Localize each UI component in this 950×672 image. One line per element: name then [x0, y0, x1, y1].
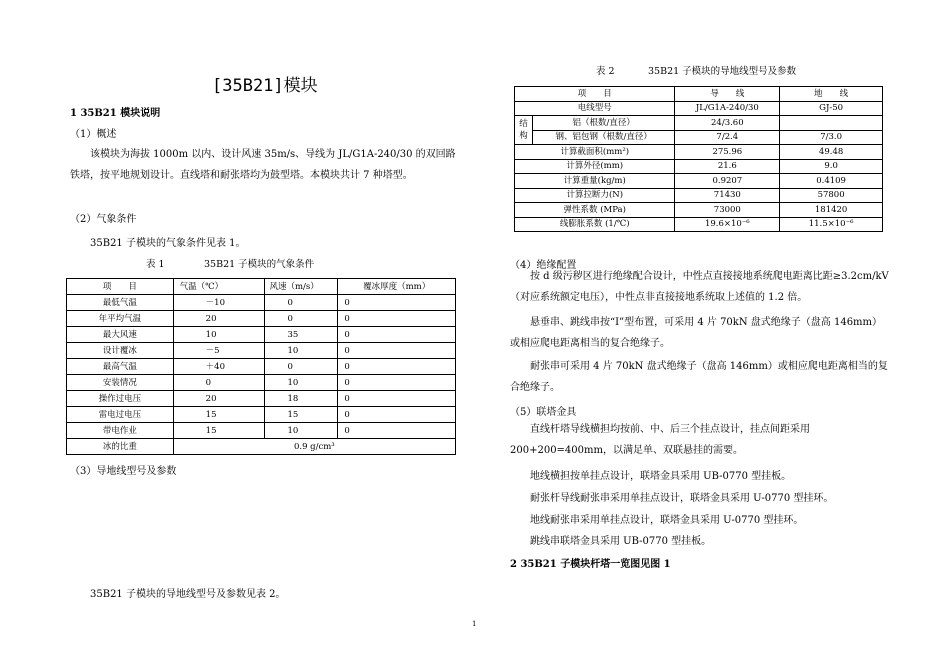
table2-title: 35B21 子模块的导地线型号及参数 [648, 66, 797, 77]
row-label: 电线型号 [515, 101, 675, 116]
cell: 18 [265, 391, 338, 407]
row-label: 年平均气温 [67, 311, 174, 327]
section-2-heading: 2 35B21 子模块杆塔一览图见图 1 [510, 559, 671, 570]
fittings-paragraph-2: 地线横担按单挂点设计，联塔金具采用 UB-0770 型挂板。 [530, 471, 792, 482]
table-row [515, 116, 883, 131]
table-row [67, 311, 456, 327]
table-row [67, 407, 456, 423]
row-label: 带电作业 [67, 423, 174, 439]
table1-title: 35B21 子模块的气象条件 [204, 259, 315, 270]
cell: 0 [173, 375, 265, 391]
page-title: [35B21]模块 [212, 76, 318, 96]
row-label: 计算重量(kg/m) [515, 174, 675, 189]
header-cell: 项 目 [67, 279, 174, 295]
table-header-row [67, 279, 456, 295]
cell: 7/2.4 [675, 130, 780, 145]
cell: 0 [338, 295, 456, 311]
table-header-row [515, 87, 883, 102]
fittings-paragraph-1: 直线杆塔导线横担均按前、中、后三个挂点设计，挂点间距采用 200+200=400mm，以满足单、双联悬挂的需要。 [510, 424, 810, 456]
ice-density-cell: 0.9 g/cm³ [173, 439, 455, 455]
row-label: 设计覆冰 [67, 343, 174, 359]
table-row [67, 423, 456, 439]
cell: 15 [173, 423, 265, 439]
cell: －10 [173, 295, 265, 311]
section-1-heading: 1 35B21 模块说明 [70, 108, 161, 119]
fittings-paragraph-5: 跳线串联塔金具采用 UB-0770 型挂板。 [530, 536, 712, 547]
cell: 20 [173, 311, 265, 327]
cell: 71430 [675, 188, 780, 203]
insulation-paragraph-1: 按 d 级污秽区进行绝缘配合设计，中性点直接接地系统爬电距离比距≥3.2cm/kV（对应系统额定电压），中性点非直接接地系统取上述值的 1.2 倍。 [510, 271, 889, 303]
row-label: 计算拉断力(N) [515, 188, 675, 203]
table-row [67, 359, 456, 375]
header-cell: 项 目 [515, 87, 675, 102]
cell [780, 116, 883, 131]
row-label: 计算截面积(mm²) [515, 145, 675, 160]
row-label: 线膨胀系数 (1/℃) [515, 217, 675, 232]
row-label: 计算外径(mm) [515, 159, 675, 174]
table-row [515, 217, 883, 232]
table-row [67, 439, 456, 455]
overview-paragraph: 该模块为海拔 1000m 以内、设计风速 35m/s、导线为 JL/G1A-240/30 的双回路铁塔，按平地规划设计。直线塔和耐张塔均为鼓型塔。本模块共计 7 种塔型。 [70, 149, 456, 181]
row-label: 最低气温 [67, 295, 174, 311]
cell: 0 [338, 407, 456, 423]
cell: 0 [338, 391, 456, 407]
table2-number: 表 2 [596, 66, 615, 77]
cell: 11.5×10⁻⁶ [780, 217, 883, 232]
fittings-paragraph-4: 地线耐张串采用单挂点设计，联塔金具采用 U-0770 型挂环。 [530, 515, 804, 526]
cell: 9.0 [780, 159, 883, 174]
row-label: 安装情况 [67, 375, 174, 391]
page-number: 1 [472, 620, 477, 628]
cell: 49.48 [780, 145, 883, 160]
table-row [515, 101, 883, 116]
structure-label: 结构 [515, 116, 533, 145]
fittings-paragraph-3: 耐张杆导线耐张串采用单挂点设计，联塔金具采用 U-0770 型挂环。 [530, 493, 834, 504]
cell: 0.9207 [675, 174, 780, 189]
cell: 20 [173, 391, 265, 407]
table-row [67, 295, 456, 311]
weather-reference: 35B21 子模块的气象条件见表 1。 [90, 238, 246, 249]
row-label: 冰的比重 [67, 439, 174, 455]
subsection-overview: （1）概述 [70, 129, 117, 140]
cell: 0 [265, 295, 338, 311]
cell: 15 [265, 407, 338, 423]
cell: 0 [338, 375, 456, 391]
header-cell: 气温（℃） [173, 279, 265, 295]
insulation-paragraph-3: 耐张串可采用 4 片 70kN 盘式绝缘子（盘高 146mm）或相应爬电距离相当的复合绝缘子。 [510, 361, 888, 393]
table-row [515, 130, 883, 145]
table-row [515, 174, 883, 189]
table-row [67, 327, 456, 343]
table-row [67, 391, 456, 407]
table1-number: 表 1 [146, 259, 165, 270]
cell: 21.6 [675, 159, 780, 174]
conductor-table [514, 86, 883, 232]
row-label: 铝（根数/直径） [532, 116, 675, 131]
cell: 275.96 [675, 145, 780, 160]
header-cell: 风速（m/s） [265, 279, 338, 295]
cell: 73000 [675, 203, 780, 218]
cell: 24/3.60 [675, 116, 780, 131]
cell: GJ-50 [780, 101, 883, 116]
table-row [515, 203, 883, 218]
row-label: 最高气温 [67, 359, 174, 375]
table-row [67, 343, 456, 359]
cell: 0 [338, 311, 456, 327]
subsection-fittings: （5）联塔金具 [510, 407, 577, 418]
cell: 10 [265, 343, 338, 359]
cell: 15 [173, 407, 265, 423]
cell: JL/G1A-240/30 [675, 101, 780, 116]
cell: 0 [338, 327, 456, 343]
subsection-insulation: （4）绝缘配置 [510, 260, 577, 271]
cell: 181420 [780, 203, 883, 218]
table-row [515, 145, 883, 160]
row-label: 钢、铝包钢（根数/直径） [532, 130, 675, 145]
weather-table [66, 278, 456, 455]
cell: －5 [173, 343, 265, 359]
cell: 57800 [780, 188, 883, 203]
subsection-weather: （2）气象条件 [70, 214, 137, 225]
cell: 7/3.0 [780, 130, 883, 145]
cell: 10 [265, 375, 338, 391]
cell: 19.6×10⁻⁶ [675, 217, 780, 232]
subsection-conductor: （3）导地线型号及参数 [70, 466, 177, 477]
table-row [67, 375, 456, 391]
cell: 10 [265, 423, 338, 439]
cell: 0.4109 [780, 174, 883, 189]
cell: 35 [265, 327, 338, 343]
row-label: 弹性系数 (MPa) [515, 203, 675, 218]
row-label: 操作过电压 [67, 391, 174, 407]
cell: 0 [265, 359, 338, 375]
cell: 0 [338, 423, 456, 439]
cell: 0 [265, 311, 338, 327]
table-row [515, 159, 883, 174]
row-label: 最大风速 [67, 327, 174, 343]
insulation-paragraph-2: 悬垂串、跳线串按“I”型布置，可采用 4 片 70kN 盘式绝缘子（盘高 146mm）或相应爬电距离相当的复合绝缘子。 [510, 317, 883, 349]
table2-reference: 35B21 子模块的导地线型号及参数见表 2。 [90, 589, 286, 600]
row-label: 雷电过电压 [67, 407, 174, 423]
cell: 10 [173, 327, 265, 343]
table-row [515, 188, 883, 203]
cell: 0 [338, 343, 456, 359]
cell: 0 [338, 359, 456, 375]
header-cell: 覆冰厚度（mm） [338, 279, 456, 295]
cell: ＋40 [173, 359, 265, 375]
header-cell: 导 线 [675, 87, 780, 102]
header-cell: 地 线 [780, 87, 883, 102]
